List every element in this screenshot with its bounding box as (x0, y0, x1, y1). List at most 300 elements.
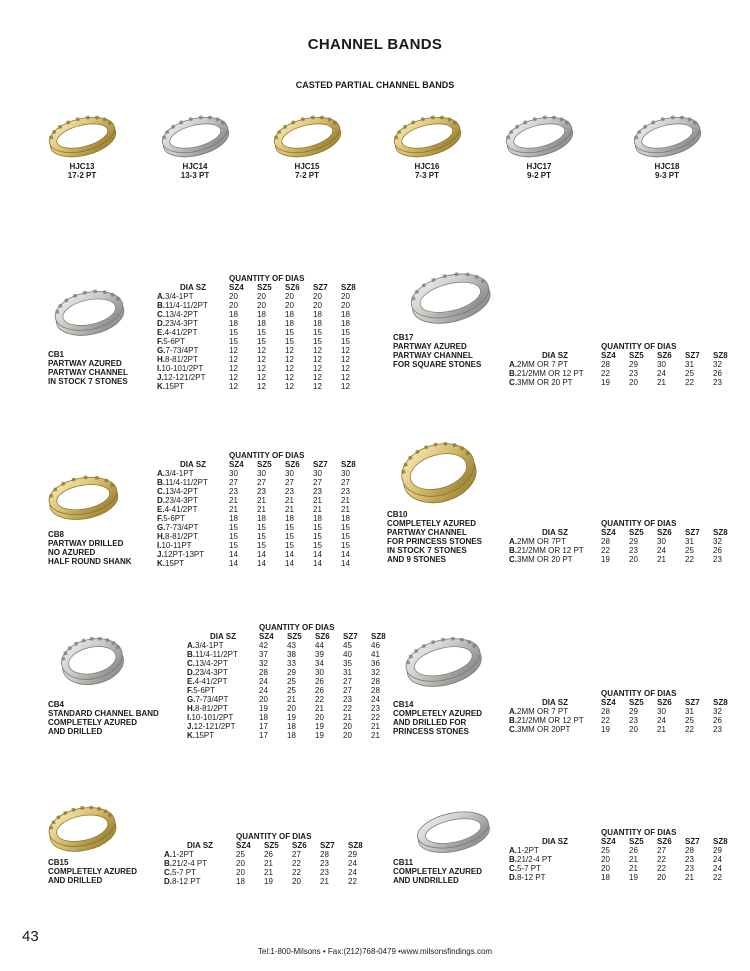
row-size: 15PT (195, 731, 215, 740)
quantity-cell: 20 (341, 292, 350, 301)
quantity-cell: 18 (341, 319, 350, 328)
row-size: 8-12 PT (517, 873, 546, 882)
row-letter: C. (164, 868, 172, 877)
quantity-cell: 15 (341, 328, 350, 337)
size-header: SZ6 (315, 632, 330, 641)
table-title-row (509, 519, 741, 528)
quantity-cell: 22 (713, 873, 722, 882)
quantity-cell: 25 (685, 716, 694, 725)
quantity-cell: 28 (601, 537, 610, 546)
quantity-cell: 18 (285, 310, 294, 319)
dia-size-cell (157, 292, 229, 301)
cb15-ring-image (44, 796, 120, 858)
dia-size-cell (157, 541, 229, 550)
quantity-cell: 31 (343, 668, 352, 677)
quantity-cell: 18 (341, 514, 350, 523)
quantity-cell: 24 (657, 369, 666, 378)
row-size: 5-7 PT (172, 868, 197, 877)
quantity-cell: 15 (229, 337, 238, 346)
quantity-cell: 23 (629, 546, 638, 555)
quantity-cell: 26 (713, 716, 722, 725)
quantity-cell: 12 (285, 373, 294, 382)
row-size: 11/4-11/2PT (165, 301, 208, 310)
product-code: CB11 (393, 858, 414, 867)
ring-item-hjc16 (372, 108, 482, 180)
quantity-cell: 15 (285, 337, 294, 346)
table-row (157, 541, 369, 550)
ring-item-hjc13 (27, 108, 137, 180)
quantity-cell: 18 (313, 514, 322, 523)
product-description-line: PARTWAY AZURED (393, 342, 467, 351)
quantity-cell: 18 (229, 514, 238, 523)
product-description-line: COMPLETELY AZURED (393, 867, 483, 876)
table-title-row (187, 623, 399, 632)
quantity-cell: 17 (259, 722, 268, 731)
quantity-cell: 12 (313, 355, 322, 364)
quantity-cell: 12 (285, 346, 294, 355)
cb15-ring-image-wrap (44, 796, 120, 858)
cb8-label (48, 530, 132, 566)
table-row (157, 355, 369, 364)
cb17-quantity-table (509, 342, 741, 387)
dia-size-header: DIA SZ (180, 283, 206, 292)
product-description-line: IN STOCK 7 STONES (387, 546, 467, 555)
ring-item-hjc18 (612, 108, 722, 180)
row-letter: K. (157, 559, 165, 568)
cb11-quantity-table (509, 828, 741, 882)
table-title-row (509, 689, 741, 698)
quantity-cell: 18 (287, 731, 296, 740)
quantity-cell: 23 (343, 695, 352, 704)
row-size: 2MM OR 7 PT (517, 707, 569, 716)
table-row (187, 677, 399, 686)
row-letter: C. (157, 310, 165, 319)
row-letter: F. (157, 337, 164, 346)
quantity-cell: 23 (320, 868, 329, 877)
quantity-title: QUANTITY OF DIAS (229, 451, 305, 460)
row-size: 3MM OR 20PT (517, 725, 571, 734)
table-header-row (509, 837, 741, 846)
quantity-cell: 22 (601, 546, 610, 555)
row-size: 21/2MM OR 12 PT (517, 369, 584, 378)
quantity-cell: 14 (341, 559, 350, 568)
ring-code: HJC16 (414, 162, 440, 171)
row-letter: D. (157, 496, 165, 505)
quantity-cell: 26 (315, 686, 324, 695)
quantity-cell: 28 (601, 707, 610, 716)
row-size: 23/4-3PT (195, 668, 228, 677)
quantity-cell: 14 (229, 559, 238, 568)
quantity-cell: 20 (313, 292, 322, 301)
product-description-line: AND 9 STONES (387, 555, 446, 564)
dia-size-cell (157, 487, 229, 496)
size-header: SZ4 (259, 632, 274, 641)
ring-point-size: 17-2 PT (67, 171, 97, 180)
size-header: SZ6 (657, 837, 672, 846)
row-size: 11/4-11/2PT (165, 478, 208, 487)
row-letter: A. (157, 469, 165, 478)
quantity-cell: 25 (236, 850, 245, 859)
row-size: 3/4-1PT (165, 292, 194, 301)
row-size: 1-2PT (517, 846, 539, 855)
row-size: 13/4-2PT (195, 659, 228, 668)
quantity-cell: 37 (259, 650, 268, 659)
row-letter: B. (187, 650, 195, 659)
dia-size-cell (187, 731, 259, 740)
table-row (509, 369, 741, 378)
size-header: SZ4 (229, 460, 244, 469)
quantity-cell: 15 (229, 541, 238, 550)
size-header: SZ8 (341, 460, 356, 469)
row-letter: G. (157, 346, 166, 355)
table-row (187, 641, 399, 650)
quantity-cell: 36 (371, 659, 380, 668)
quantity-cell: 15 (341, 523, 350, 532)
quantity-cell: 21 (320, 877, 329, 886)
quantity-cell: 15 (257, 532, 266, 541)
dia-size-cell (187, 650, 259, 659)
quantity-cell: 20 (287, 704, 296, 713)
quantity-cell: 20 (601, 864, 610, 873)
quantity-cell: 12 (285, 382, 294, 391)
dia-size-cell (509, 855, 601, 864)
table-row (157, 478, 369, 487)
row-letter: A. (509, 537, 517, 546)
row-letter: K. (187, 731, 195, 740)
quantity-cell: 18 (257, 310, 266, 319)
dia-size-cell (187, 722, 259, 731)
table-row (509, 725, 741, 734)
quantity-cell: 46 (371, 641, 380, 650)
cb14-ring-image (400, 627, 486, 693)
cb10-quantity-table (509, 519, 741, 564)
quantity-cell: 21 (287, 695, 296, 704)
ring-point-size: 9-2 PT (526, 171, 551, 180)
quantity-cell: 27 (292, 850, 301, 859)
quantity-cell: 20 (285, 292, 294, 301)
dia-size-cell (509, 707, 601, 716)
dia-size-cell (157, 559, 229, 568)
quantity-cell: 22 (657, 855, 666, 864)
quantity-cell: 15 (313, 523, 322, 532)
quantity-cell: 18 (285, 514, 294, 523)
table-row (509, 707, 741, 716)
table-row (509, 716, 741, 725)
row-size: 2MM OR 7PT (517, 537, 566, 546)
product-description-line: AND UNDRILLED (393, 876, 459, 885)
dia-size-cell (157, 469, 229, 478)
quantity-cell: 24 (657, 546, 666, 555)
quantity-cell: 18 (229, 310, 238, 319)
quantity-cell: 15 (313, 541, 322, 550)
ring-point-size: 7-3 PT (414, 171, 439, 180)
quantity-cell: 19 (259, 704, 268, 713)
row-letter: A. (509, 846, 517, 855)
product-description-line: HALF ROUND SHANK (48, 557, 132, 566)
quantity-cell: 24 (259, 677, 268, 686)
quantity-cell: 12 (341, 364, 350, 373)
row-letter: J. (187, 722, 194, 731)
row-size: 21/2-4 PT (172, 859, 208, 868)
table-row (509, 873, 741, 882)
table-title-row (157, 274, 369, 283)
row-letter: B. (157, 478, 165, 487)
table-row (509, 360, 741, 369)
quantity-cell: 18 (259, 713, 268, 722)
ring-code: HJC18 (654, 162, 680, 171)
quantity-cell: 18 (287, 722, 296, 731)
table-header-row (509, 528, 741, 537)
table-row (187, 731, 399, 740)
quantity-cell: 22 (348, 877, 357, 886)
row-letter: A. (164, 850, 172, 859)
size-header: SZ8 (348, 841, 363, 850)
table-row (187, 668, 399, 677)
quantity-cell: 26 (629, 846, 638, 855)
row-letter: C. (187, 659, 195, 668)
quantity-cell: 15 (341, 541, 350, 550)
dia-size-cell (157, 337, 229, 346)
table-row (187, 704, 399, 713)
table-header-row (509, 351, 741, 360)
table-row (157, 514, 369, 523)
quantity-cell: 27 (657, 846, 666, 855)
row-size: 3/4-1PT (195, 641, 224, 650)
product-description-line: IN STOCK 7 STONES (48, 377, 128, 386)
table-row (157, 292, 369, 301)
quantity-cell: 19 (264, 877, 273, 886)
dia-size-cell (509, 360, 601, 369)
product-code: CB1 (48, 350, 65, 359)
quantity-cell: 18 (229, 319, 238, 328)
cb10-ring-image (396, 428, 480, 512)
dia-size-header: DIA SZ (542, 698, 568, 707)
table-row (187, 659, 399, 668)
quantity-cell: 20 (236, 868, 245, 877)
table-row (157, 469, 369, 478)
dia-size-cell (164, 868, 236, 877)
quantity-cell: 21 (257, 505, 266, 514)
quantity-cell: 32 (259, 659, 268, 668)
size-header: SZ8 (713, 528, 728, 537)
row-size: 13/4-2PT (165, 310, 198, 319)
cb14-ring-image-wrap (400, 627, 486, 693)
ring-image-hjc16 (389, 108, 465, 162)
quantity-cell: 23 (371, 704, 380, 713)
row-letter: B. (509, 855, 517, 864)
dia-size-header: DIA SZ (542, 837, 568, 846)
quantity-cell: 12 (257, 382, 266, 391)
quantity-cell: 14 (229, 550, 238, 559)
dia-size-cell (157, 310, 229, 319)
dia-size-header: DIA SZ (180, 460, 206, 469)
quantity-cell: 18 (257, 319, 266, 328)
table-title-row (509, 828, 741, 837)
quantity-cell: 30 (315, 668, 324, 677)
dia-size-header: DIA SZ (187, 841, 213, 850)
quantity-cell: 18 (341, 310, 350, 319)
table-row (157, 559, 369, 568)
quantity-cell: 25 (601, 846, 610, 855)
quantity-cell: 21 (257, 496, 266, 505)
quantity-cell: 17 (259, 731, 268, 740)
quantity-cell: 23 (713, 555, 722, 564)
quantity-cell: 18 (313, 319, 322, 328)
quantity-cell: 22 (315, 695, 324, 704)
quantity-cell: 24 (713, 864, 722, 873)
row-size: 21/2-4 PT (517, 855, 553, 864)
row-size: 5-6PT (193, 686, 216, 695)
row-letter: C. (509, 725, 517, 734)
quantity-title: QUANTITY OF DIAS (259, 623, 335, 632)
row-size: 10-11PT (161, 541, 192, 550)
ring-image-hjc15 (269, 108, 345, 162)
quantity-title: QUANTITY OF DIAS (229, 274, 305, 283)
quantity-cell: 27 (313, 478, 322, 487)
dia-size-cell (157, 550, 229, 559)
quantity-cell: 28 (685, 846, 694, 855)
quantity-cell: 19 (287, 713, 296, 722)
product-code: CB14 (393, 700, 414, 709)
table-header-row (187, 632, 399, 641)
page-title: CHANNEL BANDS (307, 36, 443, 53)
quantity-cell: 23 (341, 487, 350, 496)
quantity-cell: 14 (285, 559, 294, 568)
dia-size-cell (157, 373, 229, 382)
dia-size-cell (509, 864, 601, 873)
quantity-cell: 23 (229, 487, 238, 496)
row-letter: G. (187, 695, 196, 704)
row-size: 15PT (165, 382, 185, 391)
row-size: 7-73/4PT (195, 695, 229, 704)
product-description-line: AND DRILLED (48, 876, 103, 885)
dia-size-cell (157, 355, 229, 364)
cb4-label (48, 700, 159, 736)
table-row (509, 846, 741, 855)
dia-size-cell (187, 641, 259, 650)
quantity-cell: 14 (257, 559, 266, 568)
ring-point-size: 7-2 PT (294, 171, 319, 180)
quantity-cell: 12 (229, 382, 238, 391)
dia-size-cell (157, 364, 229, 373)
quantity-cell: 18 (236, 877, 245, 886)
quantity-cell: 29 (348, 850, 357, 859)
product-description-line: PARTWAY AZURED (48, 359, 122, 368)
quantity-cell: 15 (257, 337, 266, 346)
row-size: 8-12 PT (172, 877, 201, 886)
quantity-cell: 12 (313, 346, 322, 355)
quantity-cell: 15 (229, 523, 238, 532)
quantity-cell: 12 (313, 373, 322, 382)
table-row (164, 868, 376, 877)
dia-size-cell (509, 369, 601, 378)
quantity-cell: 12 (341, 346, 350, 355)
table-row (157, 373, 369, 382)
quantity-cell: 22 (343, 704, 352, 713)
ring-code: HJC15 (294, 162, 320, 171)
row-letter: B. (509, 716, 517, 725)
quantity-cell: 32 (371, 668, 380, 677)
quantity-cell: 15 (229, 532, 238, 541)
quantity-cell: 15 (313, 328, 322, 337)
quantity-cell: 26 (264, 850, 273, 859)
row-letter: C. (157, 487, 165, 496)
quantity-cell: 29 (629, 537, 638, 546)
quantity-cell: 12 (341, 355, 350, 364)
cb14-quantity-table (509, 689, 741, 734)
quantity-cell: 20 (259, 695, 268, 704)
ring-point-size: 9-3 PT (654, 171, 679, 180)
quantity-cell: 30 (657, 537, 666, 546)
row-letter: E. (157, 505, 165, 514)
dia-size-cell (509, 555, 601, 564)
quantity-title: QUANTITY OF DIAS (601, 342, 677, 351)
dia-size-cell (187, 668, 259, 677)
row-size: 15PT (165, 559, 185, 568)
quantity-cell: 12 (257, 346, 266, 355)
cb11-ring-image-wrap (412, 802, 494, 858)
dia-size-cell (187, 659, 259, 668)
row-letter: C. (509, 378, 517, 387)
ring-code: HJC13 (69, 162, 95, 171)
product-description-line: PARTWAY CHANNEL (48, 368, 128, 377)
quantity-cell: 26 (713, 369, 722, 378)
cb10-label (387, 510, 482, 564)
table-row (187, 686, 399, 695)
quantity-cell: 29 (713, 846, 722, 855)
quantity-cell: 20 (229, 301, 238, 310)
quantity-cell: 21 (657, 555, 666, 564)
quantity-cell: 24 (371, 695, 380, 704)
row-letter: K. (157, 382, 165, 391)
footer-contact: Tel:1-800-Milsons • Fax:(212)768-0479 •www.milsonsfindings.com (257, 947, 493, 956)
quantity-cell: 22 (685, 378, 694, 387)
quantity-cell: 12 (341, 373, 350, 382)
dia-size-cell (157, 301, 229, 310)
quantity-cell: 21 (285, 496, 294, 505)
quantity-cell: 22 (685, 555, 694, 564)
table-row (157, 301, 369, 310)
quantity-cell: 23 (257, 487, 266, 496)
product-description-line: PARTWAY DRILLED (48, 539, 124, 548)
dia-size-header: DIA SZ (210, 632, 236, 641)
row-letter: G. (157, 523, 166, 532)
quantity-cell: 12 (229, 364, 238, 373)
size-header: SZ5 (257, 460, 272, 469)
quantity-cell: 15 (257, 541, 266, 550)
size-header: SZ7 (343, 632, 358, 641)
quantity-cell: 32 (713, 537, 722, 546)
quantity-cell: 19 (629, 873, 638, 882)
product-code: CB17 (393, 333, 414, 342)
row-size: 3/4-1PT (165, 469, 194, 478)
table-title-row (157, 451, 369, 460)
quantity-cell: 29 (287, 668, 296, 677)
row-size: 23/4-3PT (165, 496, 198, 505)
quantity-cell: 14 (341, 550, 350, 559)
quantity-cell: 21 (313, 496, 322, 505)
quantity-cell: 26 (315, 677, 324, 686)
ring-image-hjc18 (629, 108, 705, 162)
row-letter: B. (164, 859, 172, 868)
quantity-cell: 22 (685, 725, 694, 734)
quantity-cell: 28 (371, 677, 380, 686)
row-size: 13/4-2PT (165, 487, 198, 496)
quantity-cell: 12 (313, 364, 322, 373)
dia-size-cell (509, 546, 601, 555)
row-letter: J. (157, 550, 164, 559)
quantity-cell: 19 (601, 378, 610, 387)
